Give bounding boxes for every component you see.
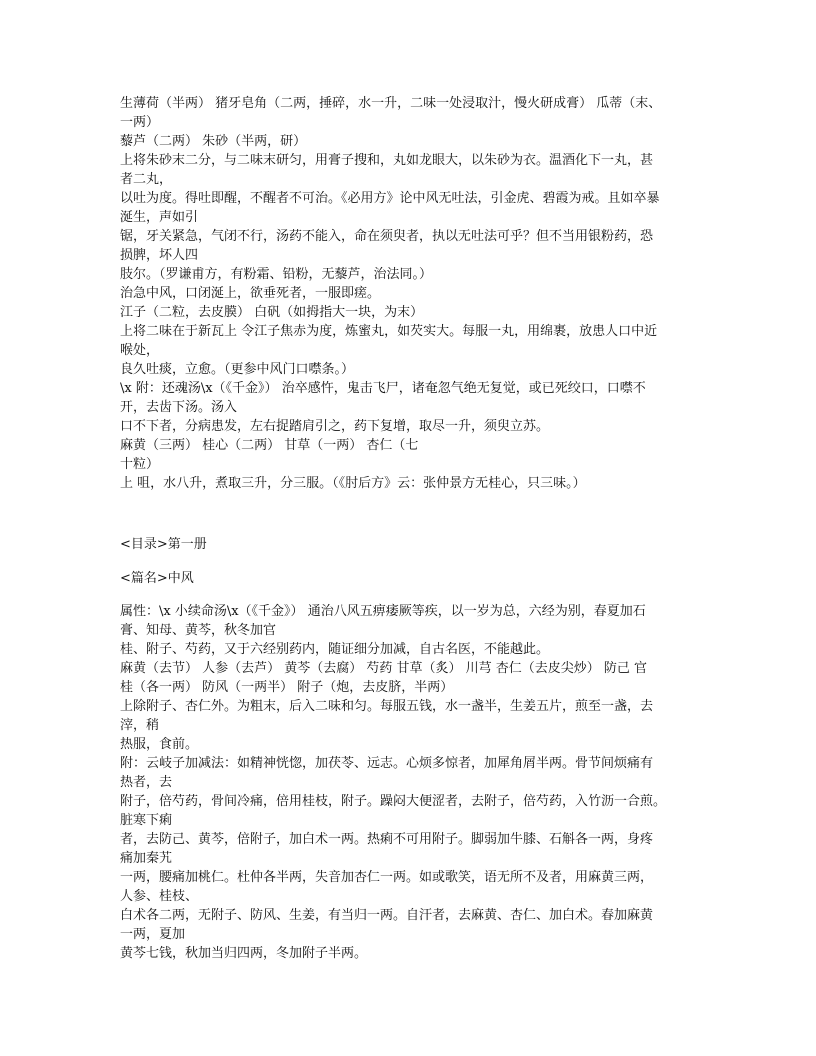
text-line: 附：云岐子加减法：如精神恍惚，加茯苓、远志。心烦多惊者，加犀角屑半两。骨节间烦痛有 [120,756,654,771]
text-line: 一两，夏加 [120,927,186,942]
text-line: 热者，去 [120,775,173,790]
text-line: 麻黄（去节） 人参（去芦） 黄芩（去腐） 芍药 甘草（炙） 川芎 杏仁（去皮尖炒） 防己 官 [120,661,648,676]
text-line: 膏、知母、黄芩，秋冬加官 [120,623,277,638]
text-line: 治急中风，口闭涎上，欲垂死者，一服即瘥。 [120,286,381,301]
text-line: 上 咀，水八升，煮取三升，分三服。（《肘后方》云：张仲景方无桂心，只三味。） [120,476,586,491]
text-line: 热服，食前。 [120,737,199,752]
text-line: 白术各二两，无附子、防风、生姜，有当归一两。自汗者，去麻黄、杏仁、加白术。春加麻黄 [120,908,654,923]
text-line: 十粒） [120,457,160,472]
text-line: 一两，腰痛加桃仁。杜仲各半两，失音加杏仁一两。如或歌笑，语无所不及者，用麻黄三两， [120,870,654,885]
text-line: 良久吐痰，立愈。（更参中风门口噤条。） [120,362,355,377]
text-line: 者二丸， [120,172,173,187]
text-line: 桂（各一两） 防风（一两半） 附子（炮，去皮脐，半两） [120,680,454,695]
text-line: 上将朱砂末二分，与二味末研匀，用膏子搜和，丸如龙眼大，以朱砂为衣。温酒化下一丸，甚 [120,153,654,168]
text-line: 者，去防己、黄芩，倍附子，加白术一两。热痢不可用附子。脚弱加牛膝、石斛各一两，身疼 [120,832,654,847]
text-line: 麻黄（三两） 桂心（二两） 甘草（一两） 杏仁（七 [120,438,419,453]
text-line: 损脾，坏人四 [120,248,199,263]
text-line: 开，去齿下汤。汤入 [120,400,238,415]
text-line: 喉处， [120,343,160,358]
text-line: 附子，倍芍药，骨间冷痛，倍用桂枝，附子。躁闷大便涩者，去附子，倍芍药，入竹沥一合煎。 [120,794,667,809]
text-line: 人参、桂枝、 [120,889,199,904]
text-line: 藜芦（二两） 朱砂（半两，研） [120,134,307,149]
text-line: 口不下者，分病患发，左右捉踏肩引之，药下复增，取尽一升，须臾立苏。 [120,419,550,434]
text-line: 锯，牙关紧急，气闭不行，汤药不能入，命在须臾者，执以无吐法可乎？但不当用银粉药，恐 [120,229,654,244]
text-line: 江子（二粒，去皮膜） 白矾（如拇指大一块，为末） [120,305,424,320]
text-line: 生薄荷（半两） 猪牙皂角（二两，捶碎，水一升，二味一处浸取汁，慢火研成膏） 瓜蒂（末、 [120,96,662,111]
section-title: <篇名>中风 [120,571,194,586]
text-line: 肢尔。（罗谦甫方，有粉霜、铅粉，无藜芦，治法同。） [120,267,433,282]
text-line: 一两） [120,115,160,130]
text-line: 属性：\x 小续命汤\x（《千金》） 通治八风五痹痿厥等疾，以一岁为总，六经为别，春夏加石 [120,604,646,619]
prescription-text-block [120,94,704,493]
text-line: 上将二味在于新瓦上 令江子焦赤为度，炼蜜丸，如芡实大。每服一丸，用绵裹，放患人口中近 [120,324,658,339]
text-line: 脏寒下痢 [120,813,173,828]
text-line: 上除附子、杏仁外。为粗末，后入二味和匀。每服五钱，水一盏半，生姜五片，煎至一盏，去 [120,699,654,714]
table-of-contents-label: <目录>第一册 [120,537,207,552]
section-body-text [120,602,704,963]
text-line: 痛加秦艽 [120,851,173,866]
text-line: 滓，稍 [120,718,160,733]
text-line: 黄芩七钱，秋加当归四两，冬加附子半两。 [120,946,368,961]
text-line: 涎生，声如引 [120,210,199,225]
text-line: 以吐为度。得吐即醒，不醒者不可治。《必用方》论中风无吐法，引金虎、碧霞为戒。且如卒暴 [120,191,660,206]
text-line: \x 附：还魂汤\x（《千金》） 治卒感忤，鬼击飞尸，诸奄忽气绝无复觉，或已死绞口，口噤不 [120,381,646,396]
text-line: 桂、附子、芍药，又于六经别药内，随证细分加减，自古名医，不能越此。 [120,642,550,657]
